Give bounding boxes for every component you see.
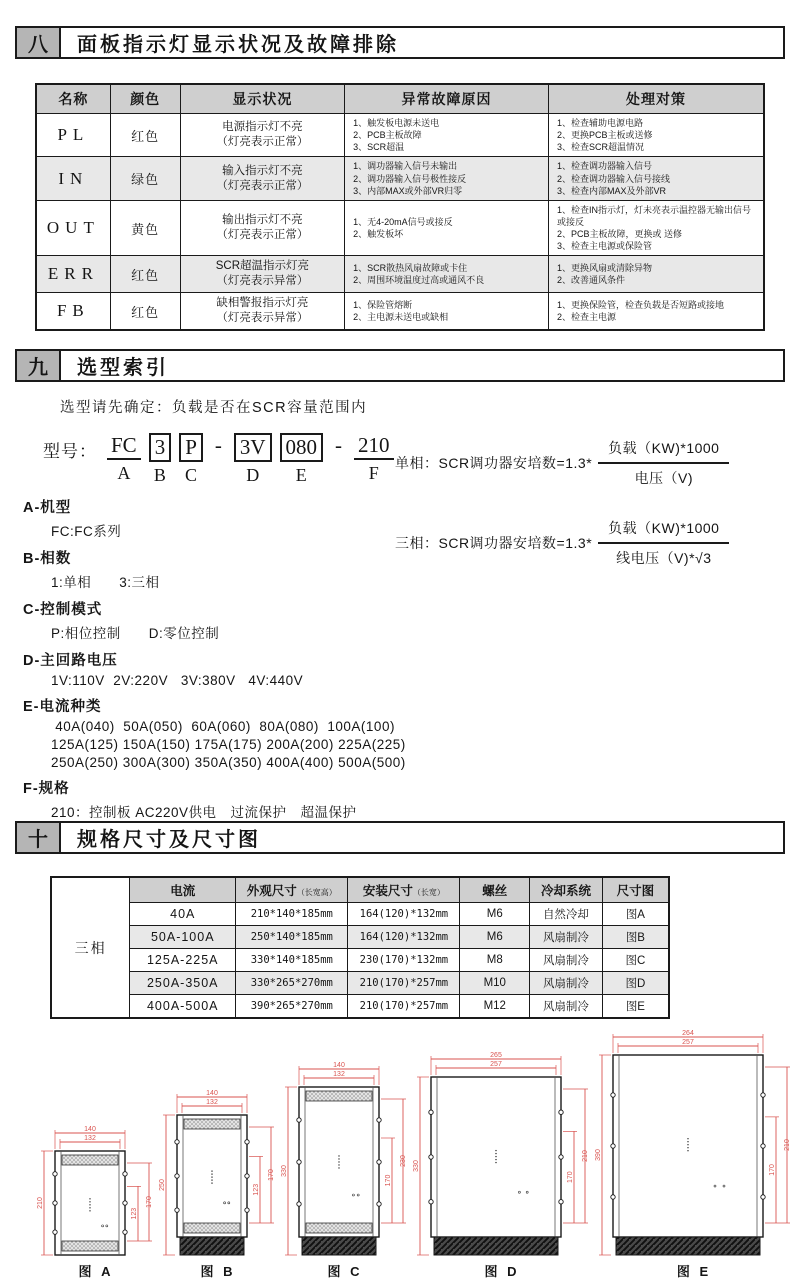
dimension-label: 170: [146, 1196, 153, 1209]
spec-col-header-sub: （长宽高）: [296, 888, 337, 898]
status-line: （灯亮表示正常）: [216, 229, 309, 242]
indicator-header-row: [36, 84, 764, 114]
model-segment-B: [149, 433, 172, 486]
spec-cell: 330*265*270mm: [236, 972, 348, 995]
remedies: [548, 200, 764, 256]
section-10-title: 规格尺寸及尺寸图: [77, 829, 261, 852]
selection-item-title: E-电流种类: [23, 699, 102, 716]
model-segment-A: [107, 433, 141, 484]
model-segment-dash: [331, 433, 346, 461]
dimension-figures: [35, 1029, 791, 1280]
model-segment-D: [234, 433, 272, 486]
remedies: [548, 157, 764, 200]
figure-caption: 图 A: [78, 1264, 114, 1280]
formula-fraction: [598, 438, 729, 488]
remedy-line: 3、检查内部MAX及外部VR: [556, 185, 666, 196]
model-part: 3: [149, 433, 172, 462]
status-line: SCR超温指示灯亮: [215, 260, 310, 273]
indicator-status: [180, 256, 345, 293]
indicator-name: OUT: [36, 200, 110, 256]
section-8-number: 八: [17, 28, 61, 57]
dimension-label: 257: [490, 1061, 502, 1069]
cause-line: 1、无4-20mA信号或接反: [353, 216, 453, 227]
section-10-header: [15, 821, 785, 854]
formula-prefix: 单相：SCR调功器安培数=1.3*: [395, 455, 593, 472]
cause-line: 3、内部MAX或外部VR归零: [353, 185, 463, 196]
model-part: 080: [280, 433, 324, 462]
dimension-label: 170: [385, 1174, 392, 1187]
dimension-label: 123: [253, 1184, 260, 1196]
selection-item-line: FC:FC系列: [51, 524, 122, 540]
model-part: 210: [354, 433, 394, 460]
fault-causes: [345, 293, 549, 330]
selection-item-title: D-主回路电压: [23, 653, 118, 670]
spec-cell: 250*140*185mm: [236, 926, 348, 949]
indicator-status: [180, 157, 345, 200]
indicator-name: FB: [36, 293, 110, 330]
model-letter: C: [185, 465, 198, 486]
selection-item: [23, 649, 503, 688]
remedy-line: 1、检查IN指示灯，灯未亮表示温控器无输出信号或接反: [556, 204, 751, 227]
dimension-label: 170: [567, 1171, 574, 1184]
selection-item: [23, 777, 503, 821]
dimension-label: 132: [84, 1135, 96, 1143]
remedy-line: 2、更换PCB主板或送修: [556, 130, 653, 141]
selection-item-line: 210：控制板 AC220V供电 过流保护 超温保护: [51, 805, 357, 821]
dimension-label: 390: [595, 1149, 602, 1162]
remedies: [548, 114, 764, 157]
figure-c: [279, 1061, 411, 1280]
section-9-header: [15, 349, 785, 382]
cause-line: 1、触发板电源未送电: [353, 118, 440, 128]
figure-e: [593, 1029, 795, 1280]
model-letter: F: [368, 463, 379, 484]
model-segment-E: [280, 433, 324, 486]
selection-item-line: 250A(250) 300A(300) 350A(350) 400A(400) 500A(500): [51, 755, 406, 771]
remedy-line: 1、检查辅助电源电路: [556, 118, 643, 128]
model-part: FC: [107, 433, 141, 460]
formula-fraction: [598, 518, 729, 568]
dimension-label: 210: [784, 1139, 791, 1152]
dimension-label: 132: [206, 1099, 218, 1107]
status-line: （灯亮表示正常）: [216, 179, 309, 192]
remedy-line: 1、更换风扇或清除异物: [556, 263, 652, 274]
remedy-line: 2、改善通风条件: [556, 275, 625, 286]
spec-cell: 50A-100A: [130, 926, 236, 949]
spec-cell: M8: [460, 949, 530, 972]
spec-cell: 250A-350A: [130, 972, 236, 995]
indicator-col-header: 显示状况: [180, 84, 345, 114]
spec-cell: 125A-225A: [130, 949, 236, 972]
indicator-status: [180, 200, 345, 256]
indicator-row-in: [36, 157, 764, 200]
dimension-label: 140: [206, 1090, 218, 1098]
figure-d: [411, 1051, 593, 1280]
spec-col-header: 外观尺寸（长宽高）: [236, 877, 348, 903]
model-segment-dash: [211, 433, 226, 461]
dimension-label: 210: [582, 1150, 589, 1163]
selection-item-title: C-控制模式: [23, 602, 103, 619]
indicator-name: ERR: [36, 256, 110, 293]
selection-area: [15, 396, 785, 821]
spec-cell: M6: [460, 903, 530, 926]
dimension-label: 140: [333, 1062, 345, 1070]
dimension-label: 123: [131, 1208, 138, 1220]
status-line: （灯亮表示正常）: [216, 136, 309, 149]
dimension-label: 265: [490, 1052, 502, 1060]
status-line: （灯亮表示异常）: [216, 275, 309, 288]
status-line: 缺相警报指示灯亮: [216, 297, 309, 310]
indicator-row-err: [36, 256, 764, 293]
spec-row: [51, 995, 669, 1019]
model-letter: B: [153, 465, 166, 486]
model-letter: D: [246, 465, 260, 486]
indicator-color: 黄色: [110, 200, 180, 256]
dimension-label: 210: [37, 1197, 44, 1210]
spec-col-header: 冷却系统: [530, 877, 603, 903]
indicator-name: PL: [36, 114, 110, 157]
spec-cell: 210(170)*257mm: [348, 972, 460, 995]
figure-a: [35, 1125, 157, 1280]
figure-caption: 图 D: [484, 1264, 520, 1280]
indicator-color: 红色: [110, 114, 180, 157]
dimension-label: 132: [333, 1071, 345, 1079]
indicator-color: 红色: [110, 256, 180, 293]
spec-col-header-sub: （长宽）: [412, 888, 445, 898]
selection-item-line: 1:单相 3:三相: [51, 575, 160, 591]
dimension-label: 330: [281, 1165, 288, 1178]
selection-item: [23, 695, 503, 770]
spec-table: [50, 876, 670, 1019]
spec-cell: 风扇制冷: [530, 972, 603, 995]
dimension-drawing: [35, 1125, 157, 1259]
spec-cell: 330*140*185mm: [236, 949, 348, 972]
spec-cell: M10: [460, 972, 530, 995]
indicator-name: IN: [36, 157, 110, 200]
dimension-label: 330: [413, 1160, 420, 1173]
indicator-col-header: 异常故障原因: [345, 84, 549, 114]
indicator-table-head: [36, 84, 764, 114]
spec-cell: 230(170)*132mm: [348, 949, 460, 972]
indicator-col-header: 处理对策: [548, 84, 764, 114]
spec-cell: 164(120)*132mm: [348, 926, 460, 949]
status-line: （灯亮表示异常）: [216, 312, 309, 325]
selection-item-title: F-规格: [23, 781, 70, 798]
indicator-row-out: [36, 200, 764, 256]
dimension-label: 264: [682, 1030, 694, 1038]
spec-col-header: 安装尺寸（长宽）: [348, 877, 460, 903]
status-line: 电源指示灯不亮: [222, 121, 303, 134]
spec-cell: 210(170)*257mm: [348, 995, 460, 1019]
remedy-line: 3、检查主电源或保险管: [556, 241, 652, 252]
dimension-drawing: [411, 1051, 593, 1259]
cause-line: 1、调功器输入信号未输出: [353, 161, 458, 172]
section-9-number: 九: [17, 351, 61, 380]
cause-line: 2、PCB主板故障: [353, 130, 422, 141]
dimension-label: 170: [769, 1164, 776, 1177]
selection-note: 选型请先确定：负载是否在SCR容量范围内: [60, 400, 368, 417]
dimension-label: 170: [268, 1169, 275, 1182]
remedy-line: 2、PCB主板故障，更换或 送修: [556, 229, 682, 240]
cause-line: 3、SCR超温: [353, 142, 405, 153]
selection-item: [23, 598, 503, 642]
indicator-row-pl: [36, 114, 764, 157]
figure-caption: 图 B: [200, 1264, 236, 1280]
remedy-line: 3、检查SCR超温情况: [556, 142, 644, 153]
spec-row: [51, 903, 669, 926]
formula-prefix: 三相：SCR调功器安培数=1.3*: [395, 535, 593, 552]
model-part: P: [179, 433, 203, 462]
phase-cell: 三相: [51, 877, 130, 1018]
remedies: [548, 293, 764, 330]
dimension-drawing: [593, 1029, 795, 1259]
model-segment-F: [354, 433, 394, 484]
status-line: 输入指示灯不亮: [222, 164, 303, 177]
spec-row: [51, 972, 669, 995]
spec-cell: 风扇制冷: [530, 926, 603, 949]
cause-line: 2、触发板坏: [353, 229, 404, 240]
indicator-table-body: [36, 114, 764, 331]
fault-causes: [345, 114, 549, 157]
indicator-color: 绿色: [110, 157, 180, 200]
cause-line: 2、调功器输入信号极性接反: [353, 173, 467, 184]
indicator-table: [35, 83, 765, 331]
fault-causes: [345, 256, 549, 293]
cause-line: 2、周围环境温度过高或通风不良: [353, 275, 485, 286]
spec-cell: 图C: [602, 949, 669, 972]
remedy-line: 1、检查调功器输入信号: [556, 161, 652, 172]
fault-causes: [345, 200, 549, 256]
selection-item-title: B-相数: [23, 551, 72, 568]
model-part: 3V: [234, 433, 272, 462]
fault-causes: [345, 157, 549, 200]
dimension-label: 230: [400, 1155, 407, 1168]
spec-cell: 图D: [602, 972, 669, 995]
section-8-title: 面板指示灯显示状况及故障排除: [77, 34, 399, 56]
model-label: 型号：: [43, 442, 97, 462]
spec-table-body: [51, 877, 669, 1018]
figure-caption: 图 E: [676, 1264, 712, 1280]
cause-line: 1、SCR散热风扇故障或卡住: [353, 263, 468, 274]
model-letter: E: [295, 465, 307, 486]
remedies: [548, 256, 764, 293]
selection-item-line: 125A(125) 150A(150) 175A(175) 200A(200) 225A(225): [51, 737, 406, 753]
spec-row: [51, 926, 669, 949]
spec-cell: 风扇制冷: [530, 995, 603, 1019]
selection-item-title: A-机型: [23, 500, 72, 517]
model-part: -: [335, 433, 343, 458]
indicator-row-fb: [36, 293, 764, 330]
model-segment-C: [179, 433, 203, 486]
spec-col-header: 电流: [130, 877, 236, 903]
model-segments: [103, 433, 398, 486]
spec-cell: 164(120)*132mm: [348, 903, 460, 926]
indicator-status: [180, 293, 345, 330]
formula-single-phase: [395, 438, 783, 488]
dimension-label: 257: [682, 1039, 694, 1047]
spec-cell: 图E: [602, 995, 669, 1019]
indicator-col-header: 名称: [36, 84, 110, 114]
remedy-line: 1、更换保险管，检查负载是否短路或接地: [556, 300, 724, 311]
spec-header-row: [51, 877, 669, 903]
spec-cell: 210*140*185mm: [236, 903, 348, 926]
spec-cell: 390*265*270mm: [236, 995, 348, 1019]
indicator-color: 红色: [110, 293, 180, 330]
formula-numerator: 负载（KW)*1000: [598, 438, 729, 464]
formula-numerator: 负载（KW)*1000: [598, 518, 729, 544]
spec-cell: M12: [460, 995, 530, 1019]
spec-col-header: 螺丝: [460, 877, 530, 903]
figure-caption: 图 C: [327, 1264, 363, 1280]
section-10-number: 十: [17, 823, 61, 852]
spec-cell: 400A-500A: [130, 995, 236, 1019]
status-line: 输出指示灯不亮: [222, 214, 303, 227]
spec-col-header: 尺寸图: [602, 877, 669, 903]
indicator-status: [180, 114, 345, 157]
spec-cell: 图A: [602, 903, 669, 926]
section-8-header: [15, 26, 785, 59]
spec-cell: 风扇制冷: [530, 949, 603, 972]
spec-cell: 40A: [130, 903, 236, 926]
cause-line: 1、保险管熔断: [353, 300, 413, 311]
remedy-line: 2、检查主电源: [556, 312, 616, 323]
cause-line: 2、主电源未送电或缺相: [353, 312, 449, 323]
formula-denominator: 电压（V): [634, 470, 694, 487]
model-letter: A: [117, 463, 131, 484]
selection-item-line: 1V:110V 2V:220V 3V:380V 4V:440V: [51, 673, 304, 689]
spec-cell: 自然冷却: [530, 903, 603, 926]
dimension-drawing: [157, 1089, 279, 1259]
spec-row: [51, 949, 669, 972]
formula-three-phase: [395, 518, 783, 568]
selection-item-line: P:相位控制 D:零位控制: [51, 626, 220, 642]
indicator-col-header: 颜色: [110, 84, 180, 114]
amperage-formulas: [395, 438, 783, 598]
remedy-line: 2、检查调功器输入信号接线: [556, 173, 670, 184]
figure-b: [157, 1089, 279, 1280]
formula-denominator: 线电压（V)*√3: [616, 550, 712, 567]
section-9-title: 选型索引: [77, 357, 169, 380]
spec-cell: 图B: [602, 926, 669, 949]
selection-item-line: 40A(040) 50A(050) 60A(060) 80A(080) 100A(100): [51, 719, 395, 735]
dimension-drawing: [279, 1061, 411, 1259]
dimension-label: 140: [84, 1126, 96, 1134]
dimension-label: 250: [159, 1179, 166, 1192]
spec-cell: M6: [460, 926, 530, 949]
model-part: -: [214, 433, 222, 458]
